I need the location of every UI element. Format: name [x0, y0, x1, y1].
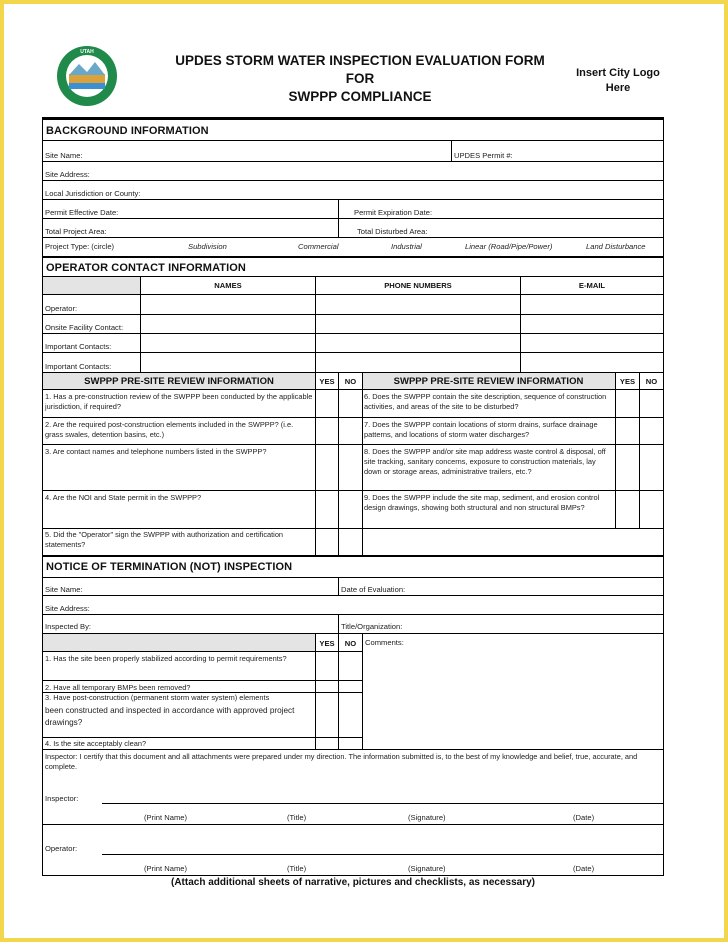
not-question-3b: been constructed and inspected in accordance with approved project drawings? — [45, 706, 295, 727]
not-yes-header: YES — [319, 639, 335, 648]
presite-no-left: NO — [344, 377, 357, 386]
site-address-field[interactable]: Site Address: — [45, 170, 90, 179]
operator-print-name: (Print Name) — [144, 864, 188, 873]
operator-heading: OPERATOR CONTACT INFORMATION — [46, 262, 246, 274]
project-type-label: Project Type: (circle) — [45, 242, 115, 251]
presite-question-6: 6. Does the SWPPP contain the site description, sequence of construction activities, and areas of the site to be disturbed? — [364, 392, 607, 411]
presite-heading-left: SWPPP PRE-SITE REVIEW INFORMATION — [84, 376, 274, 387]
title-line-1: UPDES STORM WATER INSPECTION EVALUATION FORM — [175, 53, 545, 68]
presite-yes-left: YES — [319, 377, 335, 386]
city-logo-line-1: Insert City Logo — [576, 67, 660, 79]
col-names: NAMES — [214, 281, 242, 290]
state-seal-logo — [55, 44, 119, 108]
not-site-name-field[interactable]: Site Name: — [45, 585, 83, 594]
important-contact-row-1[interactable]: Important Contacts: — [45, 342, 112, 351]
presite-question-9: 9. Does the SWPPP include the site map, sediment, and erosion control design drawings, showing both structural and non structural BMPs? — [364, 493, 600, 512]
top-thick-rule — [42, 117, 664, 120]
presite-question-5: 5. Did the "Operator" sign the SWPPP with authorization and certification statements? — [45, 530, 284, 549]
col-phone: PHONE NUMBERS — [384, 281, 452, 290]
not-no-header: NO — [344, 639, 357, 648]
not-question-4: 4. Is the site acceptably clean? — [45, 739, 147, 748]
project-type-land-disturbance[interactable]: Land Disturbance — [586, 242, 646, 251]
operator-title: (Title) — [287, 864, 307, 873]
presite-question-2: 2. Are the required post-construction elements included in the SWPPP? (i.e. grass swales, detention basins, etc.) — [45, 420, 294, 439]
col-email: E-MAIL — [578, 281, 606, 290]
operator-row[interactable]: Operator: — [45, 304, 78, 313]
jurisdiction-field[interactable]: Local Jurisdiction or County: — [45, 189, 141, 198]
inspector-signature-line[interactable] — [102, 803, 663, 804]
presite-question-4: 4. Are the NOI and State permit in the SWPPP? — [45, 493, 202, 502]
city-logo-line-2: Here — [605, 82, 631, 94]
seal-text: UTAH — [80, 49, 94, 55]
updes-permit-field[interactable]: UPDES Permit #: — [454, 151, 513, 160]
presite-question-7: 7. Does the SWPPP contain locations of storm drains, surface drainage patterns, and locations of storm water discharges? — [364, 420, 598, 439]
operator-signature-label: Operator: — [45, 844, 78, 853]
title-organization-field[interactable]: Title/Organization: — [341, 622, 403, 631]
inspector-date: (Date) — [573, 813, 595, 822]
right-border — [663, 117, 664, 876]
project-type-industrial[interactable]: Industrial — [391, 242, 422, 251]
not-question-3a: 3. Have post-construction (permanent storm water system) elements — [45, 693, 270, 702]
footer-note: (Attach additional sheets of narrative, pictures and checklists, as necessary) — [170, 877, 536, 888]
project-type-linear[interactable]: Linear (Road/Pipe/Power) — [465, 242, 553, 251]
inspector-signature-label: Inspector: — [45, 794, 79, 803]
not-question-1: 1. Has the site been properly stabilized according to permit requirements? — [45, 654, 287, 663]
inspector-certification: Inspector: I certify that this document and all attachments were prepared under my direction. The information submitted is, to the best of my knowledge and belief, true, accurate, and complete. — [45, 752, 638, 771]
permit-expiration-field[interactable]: Permit Expiration Date: — [354, 208, 433, 217]
important-contact-row-2[interactable]: Important Contacts: — [45, 362, 112, 371]
presite-yes-right: YES — [619, 377, 636, 386]
operator-signature: (Signature) — [408, 864, 446, 873]
city-logo-placeholder — [568, 66, 668, 96]
project-type-commercial[interactable]: Commercial — [298, 242, 339, 251]
left-border — [42, 117, 43, 876]
operator-date: (Date) — [573, 864, 595, 873]
not-question-2: 2. Have all temporary BMPs been removed? — [45, 683, 191, 692]
total-project-area-field[interactable]: Total Project Area: — [45, 227, 107, 236]
not-site-address-field[interactable]: Site Address: — [45, 604, 90, 613]
presite-question-1: 1. Has a pre-construction review of the SWPPP been conducted by the applicable jurisdiction, if required? — [45, 392, 313, 411]
project-type-subdivision[interactable]: Subdivision — [188, 242, 227, 251]
onsite-contact-row[interactable]: Onsite Facility Contact: — [45, 323, 124, 332]
operator-signature-line[interactable] — [102, 854, 663, 855]
presite-question-8: 8. Does the SWPPP and/or site map address waste control & disposal, off site tracking, sanitary concerns, exposure to construction materials, lay down or storage areas, administrative trailers, etc.? — [364, 447, 606, 476]
site-name-field[interactable]: Site Name: — [45, 151, 83, 160]
inspector-signature: (Signature) — [408, 813, 446, 822]
permit-effective-field[interactable]: Permit Effective Date: — [45, 208, 119, 217]
title-line-3: SWPPP COMPLIANCE — [288, 89, 432, 104]
inspected-by-field[interactable]: Inspected By: — [45, 622, 92, 631]
presite-question-3: 3. Are contact names and telephone numbers listed in the SWPPP? — [45, 447, 267, 456]
not-heading: NOTICE OF TERMINATION (NOT) INSPECTION — [46, 561, 293, 573]
background-heading: BACKGROUND INFORMATION — [46, 125, 209, 137]
inspector-title: (Title) — [287, 813, 307, 822]
total-disturbed-area-field[interactable]: Total Disturbed Area: — [357, 227, 428, 236]
presite-no-right: NO — [645, 377, 658, 386]
inspector-print-name: (Print Name) — [144, 813, 188, 822]
presite-heading-right: SWPPP PRE-SITE REVIEW INFORMATION — [393, 376, 584, 387]
date-of-evaluation-field[interactable]: Date of Evaluation: — [341, 585, 406, 594]
comments-field[interactable]: Comments: — [365, 638, 404, 647]
form-title — [130, 52, 590, 106]
title-line-2: FOR — [345, 71, 375, 86]
